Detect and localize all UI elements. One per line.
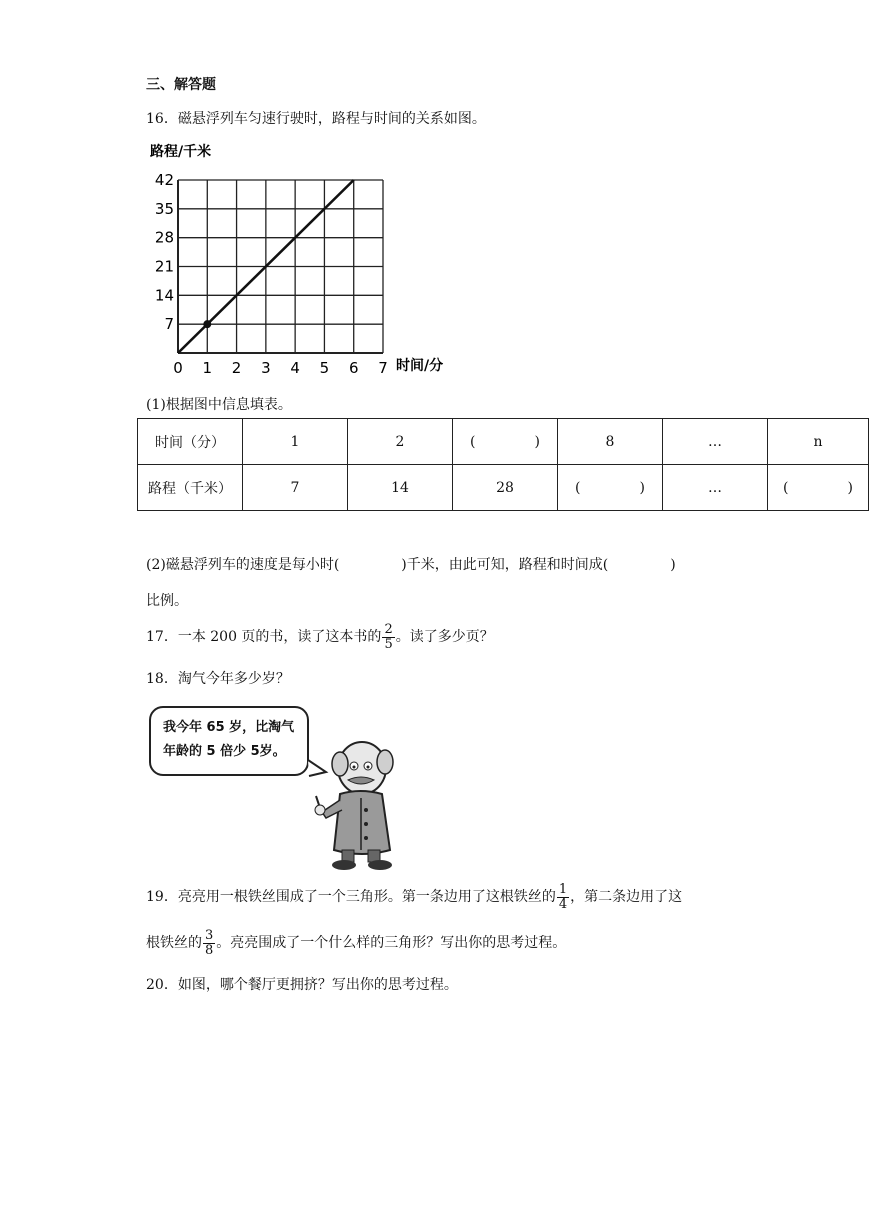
- distance-time-chart: [140, 138, 460, 383]
- paren-open: (: [575, 479, 581, 496]
- q16-stem: 16．磁悬浮列车匀速行驶时，路程与时间的关系如图。: [146, 111, 486, 127]
- q17-text-after: 。读了多少页？: [395, 629, 494, 645]
- y-tick-label: 21: [154, 257, 174, 276]
- table-cell: 14: [348, 465, 453, 511]
- q16-sub2: [146, 554, 676, 574]
- x-tick-label: 2: [231, 359, 242, 377]
- paren-close: ): [534, 433, 540, 450]
- y-tick-label: 42: [154, 171, 174, 189]
- table-cell: 2: [348, 419, 453, 465]
- paren-open: (: [783, 479, 789, 496]
- q16-sub1: (1)根据图中信息填表。: [146, 397, 292, 413]
- speech-line: 我今年 65 岁，比淘气: [163, 720, 295, 735]
- table-answer-cell[interactable]: [558, 465, 663, 511]
- q16-sub2-part-b: )千米，由此可知，路程和时间成(: [401, 557, 609, 573]
- table-row: [138, 465, 869, 511]
- fill-table: [137, 418, 869, 511]
- q17-stem: [146, 620, 494, 660]
- fraction-numerator: 1: [558, 881, 568, 897]
- q16-sub2-part-a: (2)磁悬浮列车的速度是每小时(: [146, 557, 340, 573]
- x-tick-label: 6: [348, 359, 359, 377]
- section-title: 三、解答题: [146, 77, 216, 93]
- q19-text-a: 19．亮亮用一根铁丝围成了一个三角形。第一条边用了这根铁丝的: [146, 889, 556, 905]
- x-tick-label: 3: [261, 359, 271, 377]
- x-tick-label: 0: [173, 359, 183, 377]
- fraction-numerator: 2: [384, 621, 393, 637]
- table-cell: n: [768, 419, 869, 465]
- grandpa-illustration: [300, 738, 410, 873]
- table-header-cell: 时间（分）: [138, 419, 243, 465]
- x-tick-label: 7: [378, 359, 388, 377]
- fraction-denominator: 5: [384, 636, 393, 652]
- y-tick-label: 14: [154, 286, 174, 305]
- q17-text-before: 17．一本 200 页的书，读了这本书的: [146, 629, 382, 645]
- q16-sub2-tail: 比例。: [146, 593, 188, 609]
- q19-line1: [146, 878, 682, 918]
- q20-stem: 20．如图，哪个餐厅更拥挤？写出你的思考过程。: [146, 977, 458, 993]
- y-tick-label: 35: [154, 199, 174, 218]
- x-tick-label: 1: [202, 359, 213, 377]
- q19-text-b: ，第二条边用了这: [570, 889, 683, 905]
- fraction-numerator: 3: [205, 927, 214, 943]
- x-tick-label: 4: [290, 359, 300, 377]
- paren-close: ): [847, 479, 853, 496]
- table-cell: 8: [558, 419, 663, 465]
- table-answer-cell[interactable]: [768, 465, 869, 511]
- q19-text-d: 。亮亮围成了一个什么样的三角形？写出你的思考过程。: [216, 935, 567, 951]
- table-cell: 7: [243, 465, 348, 511]
- q18-stem: 18．淘气今年多少岁？: [146, 671, 290, 687]
- marked-point: [203, 320, 211, 328]
- chart-xlabel: 时间/分: [396, 358, 444, 374]
- q19-text-c: 根铁丝的: [146, 935, 202, 951]
- table-header-cell: 路程（千米）: [138, 465, 243, 511]
- chart-svg: [140, 138, 460, 383]
- y-tick-label: 28: [154, 228, 174, 247]
- x-tick-label: 5: [319, 359, 330, 377]
- table-answer-cell[interactable]: [453, 419, 558, 465]
- q16-sub2-part-c: ): [670, 557, 676, 573]
- y-tick-label: 7: [164, 315, 174, 334]
- table-cell: …: [663, 419, 768, 465]
- fraction-denominator: 4: [558, 896, 568, 912]
- fraction: [557, 883, 569, 911]
- table-row: [138, 419, 869, 465]
- table-cell: 28: [453, 465, 558, 511]
- fraction: [382, 623, 394, 651]
- speech-line: 年龄的 5 倍少 5岁。: [163, 744, 286, 759]
- q19-line2: [146, 926, 566, 962]
- paren-open: (: [470, 433, 476, 450]
- table-cell: 1: [243, 419, 348, 465]
- chart-ylabel: 路程/千米: [150, 144, 212, 160]
- paren-close: ): [639, 479, 645, 496]
- table-cell: …: [663, 465, 768, 511]
- speech-bubble: [149, 706, 309, 776]
- fraction: [203, 929, 215, 957]
- fraction-denominator: 8: [205, 942, 214, 958]
